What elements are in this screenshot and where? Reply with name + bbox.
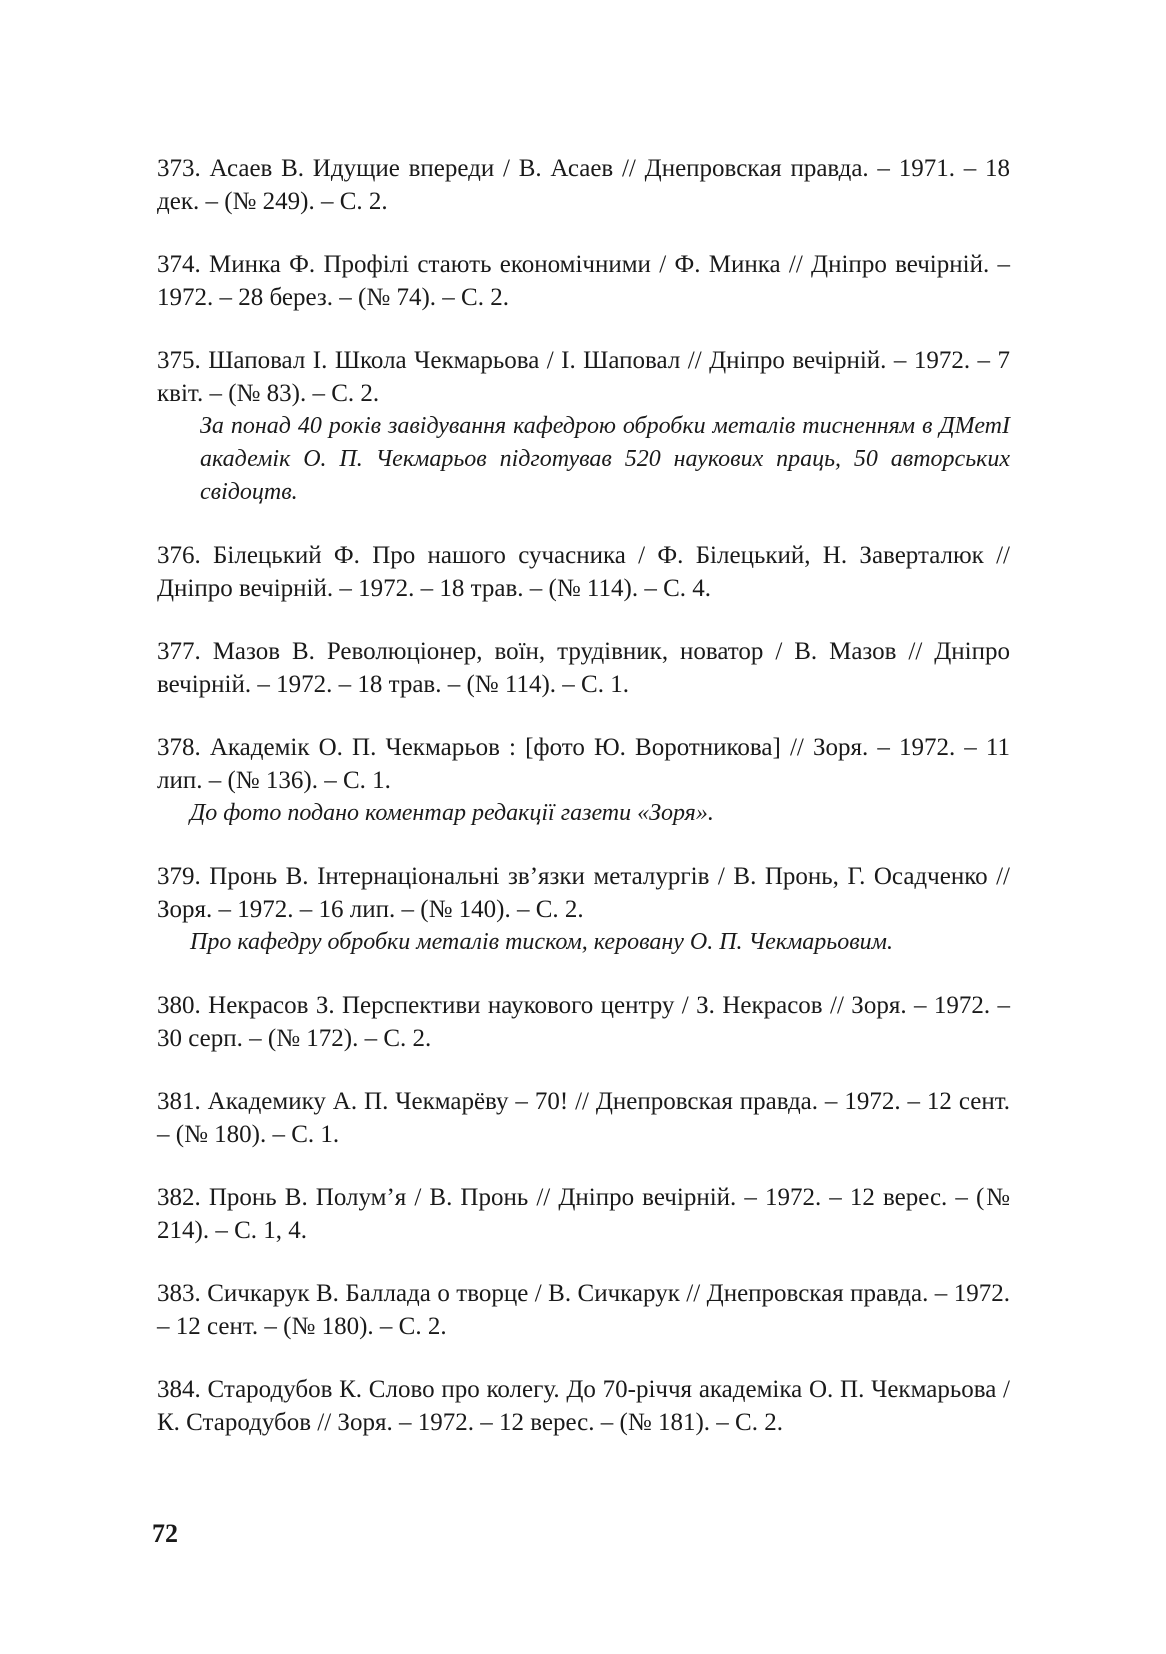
bibliography-entry-375 bbox=[157, 344, 1010, 509]
bibliography-entry-378 bbox=[157, 731, 1010, 830]
entry-text: 382. Пронь В. Полум’я / В. Пронь // Дніпро вечірній. – 1972. – 12 верес. – (№ 214). – С. 1, 4. bbox=[157, 1184, 1010, 1244]
entry-text: 375. Шаповал І. Школа Чекмарьова / І. Шаповал // Дніпро вечірній. – 1972. – 7 квіт. – (№ 83). – С. 2. bbox=[157, 347, 1010, 407]
bibliography-entry-381 bbox=[157, 1085, 1010, 1151]
entry-annotation: До фото подано коментар редакції газети «Зоря». bbox=[190, 800, 714, 826]
bibliography-entry-376 bbox=[157, 539, 1010, 605]
bibliography-entry-373 bbox=[157, 152, 1010, 218]
entry-text: 379. Пронь В. Інтернаціональні зв’язки металургів / В. Пронь, Г. Осадченко // Зоря. – 1972. – 16 лип. – (№ 140). – С. 2. bbox=[157, 863, 1010, 923]
bibliography-entry-377 bbox=[157, 635, 1010, 701]
entry-text: 376. Білецький Ф. Про нашого сучасника / Ф. Білецький, Н. Заверталюк // Дніпро вечірній. – 1972. – 18 трав. – (№ 114). – С. 4. bbox=[157, 542, 1010, 602]
bibliography-entry-383 bbox=[157, 1277, 1010, 1343]
entry-annotation: За понад 40 років завідування кафедрою обробки металів тисненням в ДМетІ академік О. П. Чекмарьов підготував 520 наукових праць, 50 авторських свідоцтв. bbox=[200, 413, 1010, 505]
entry-annotation: Про кафедру обробки металів тиском, керовану О. П. Чекмарьовим. bbox=[190, 929, 893, 955]
entry-text: 373. Асаев В. Идущие впереди / В. Асаев // Днепровская правда. – 1971. – 18 дек. – (№ 249). – С. 2. bbox=[157, 155, 1010, 215]
entry-text: 381. Академику А. П. Чекмарёву – 70! // Днепровская правда. – 1972. – 12 сент. – (№ 180). – С. 1. bbox=[157, 1088, 1010, 1148]
entry-text: 383. Сичкарук В. Баллада о творце / В. Сичкарук // Днепровская правда. – 1972. – 12 сент. – (№ 180). – С. 2. bbox=[157, 1280, 1010, 1340]
bibliography-entry-379 bbox=[157, 860, 1010, 959]
entry-text: 378. Академік О. П. Чекмарьов : [фото Ю. Воротникова] // Зоря. – 1972. – 11 лип. – (№ 136). – С. 1. bbox=[157, 734, 1010, 794]
bibliography-page-body bbox=[157, 152, 1010, 1469]
bibliography-entry-384 bbox=[157, 1373, 1010, 1439]
entry-text: 384. Стародубов К. Слово про колегу. До 70-річчя академіка О. П. Чекмарьова / К. Стародубов // Зоря. – 1972. – 12 верес. – (№ 181). – С. 2. bbox=[157, 1376, 1010, 1436]
bibliography-entry-374 bbox=[157, 248, 1010, 314]
entry-text: 374. Минка Ф. Профілі стають економічними / Ф. Минка // Дніпро вечірній. – 1972. – 28 берез. – (№ 74). – С. 2. bbox=[157, 251, 1010, 311]
entry-text: 380. Некрасов З. Перспективи наукового центру / З. Некрасов // Зоря. – 1972. – 30 серп. – (№ 172). – С. 2. bbox=[157, 992, 1010, 1052]
bibliography-entry-380 bbox=[157, 989, 1010, 1055]
entry-text: 377. Мазов В. Революціонер, воїн, трудівник, новатор / В. Мазов // Дніпро вечірній. – 1972. – 18 трав. – (№ 114). – С. 1. bbox=[157, 638, 1010, 698]
bibliography-entry-382 bbox=[157, 1181, 1010, 1247]
page-number: 72 bbox=[152, 1519, 178, 1548]
